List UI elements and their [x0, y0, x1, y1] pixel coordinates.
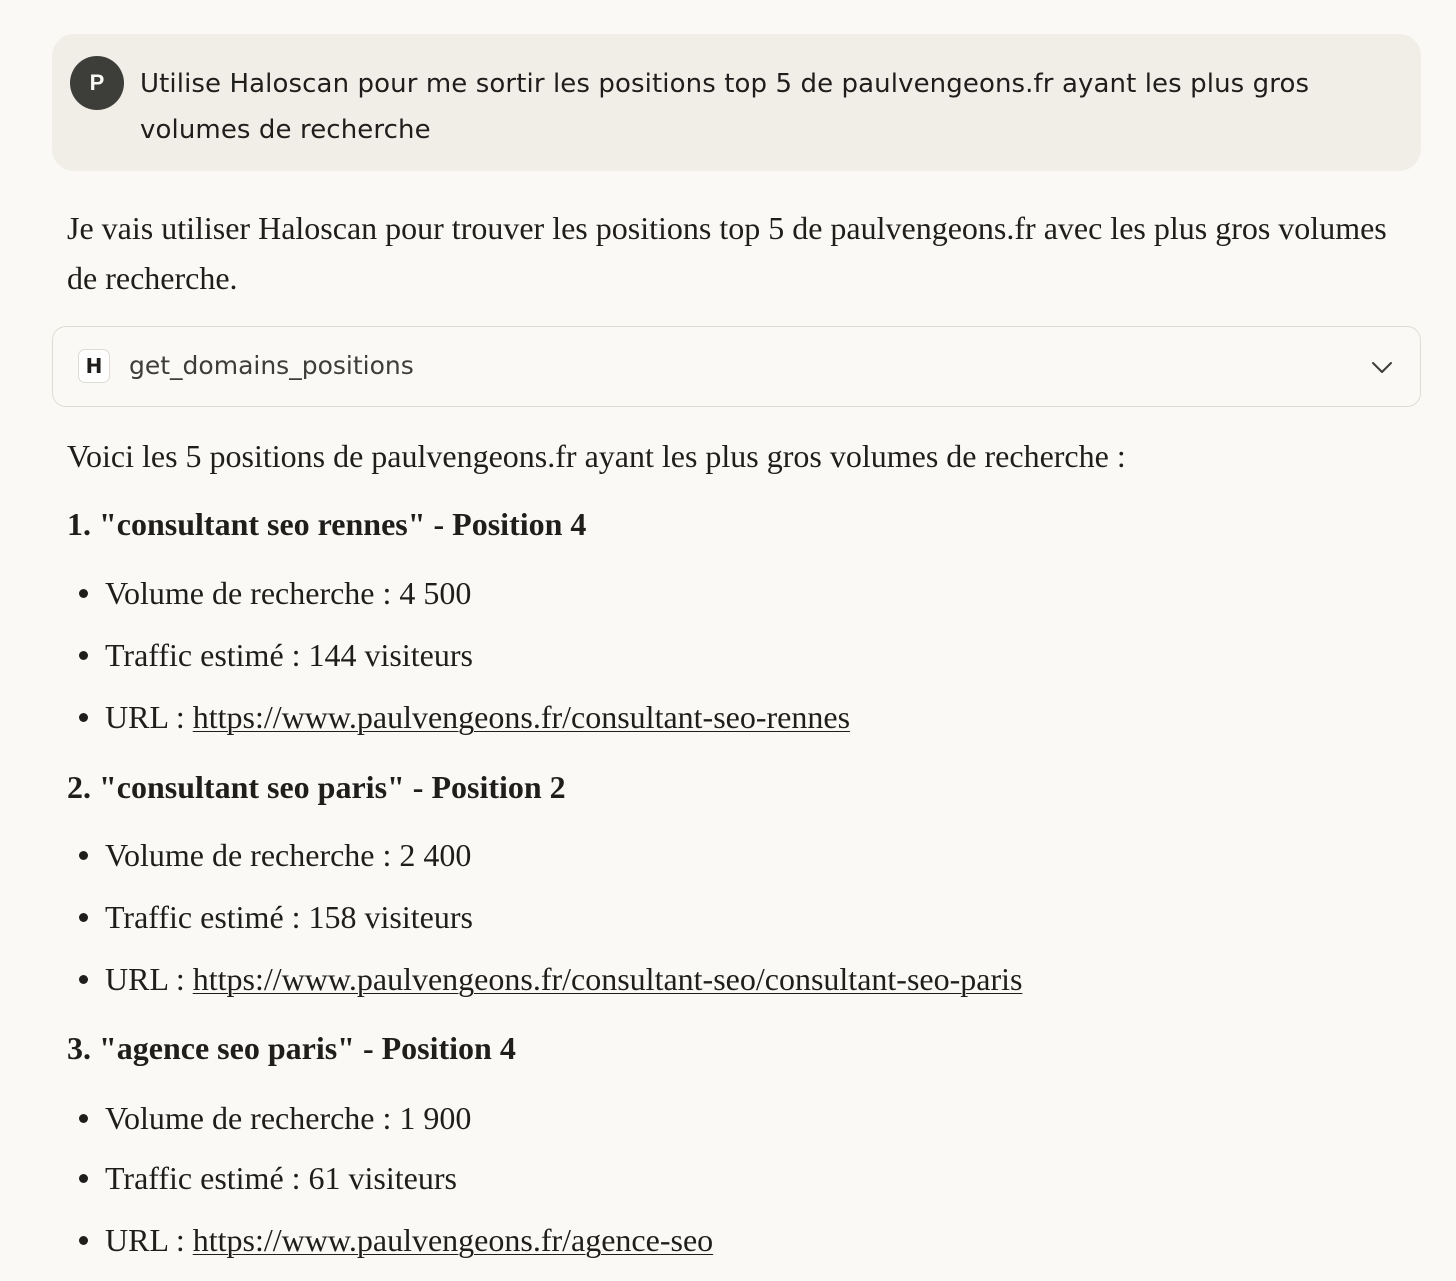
volume-text: Volume de recherche : 4 500 [105, 575, 472, 611]
result-heading: 3. "agence seo paris" - Position 4 [67, 1030, 516, 1066]
assistant-intro-text: Je vais utiliser Haloscan pour trouver les positions top 5 de paulvengeons.fr avec les plus gros volumes de recherche. [67, 210, 1387, 296]
result-heading: 2. "consultant seo paris" - Position 2 [67, 769, 566, 805]
user-message-bubble [52, 34, 1421, 171]
bullet [79, 913, 88, 922]
result-url-link[interactable]: https://www.paulvengeons.fr/consultant-seo-rennes [192, 699, 851, 735]
url-label: URL : [105, 961, 193, 997]
url-line [105, 956, 1022, 1002]
bullet [79, 1236, 88, 1245]
result-url-link[interactable]: https://www.paulvengeons.fr/consultant-seo/consultant-seo-paris [192, 961, 1023, 997]
result-heading: 1. "consultant seo rennes" - Position 4 [67, 506, 587, 542]
bullet [79, 589, 88, 598]
traffic-text: Traffic estimé : 61 visiteurs [105, 1160, 457, 1196]
results-summary-text: Voici les 5 positions de paulvengeons.fr ayant les plus gros volumes de recherche : [67, 438, 1126, 474]
tool-call-panel[interactable] [52, 326, 1421, 407]
bullet [79, 851, 88, 860]
traffic-text: Traffic estimé : 158 visiteurs [105, 899, 473, 935]
url-line [105, 1217, 713, 1263]
user-avatar[interactable]: P [70, 56, 124, 110]
user-message-text: Utilise Haloscan pour me sortir les positions top 5 de paulvengeons.fr ayant les plus gros volumes de recherche [140, 69, 1310, 145]
bullet [79, 713, 88, 722]
bullet [79, 651, 88, 660]
volume-text: Volume de recherche : 1 900 [105, 1100, 472, 1136]
url-label: URL : [105, 699, 193, 735]
bullet [79, 1114, 88, 1123]
url-label: URL : [105, 1222, 193, 1258]
volume-text: Volume de recherche : 2 400 [105, 837, 472, 873]
tool-call-name: get_domains_positions [129, 351, 414, 380]
result-url-link[interactable]: https://www.paulvengeons.fr/agence-seo [192, 1222, 714, 1258]
url-line [105, 694, 850, 740]
bullet [79, 975, 88, 984]
haloscan-tool-icon: H [78, 349, 110, 383]
bullet [79, 1174, 88, 1183]
chevron-down-icon[interactable] [1370, 355, 1394, 379]
traffic-text: Traffic estimé : 144 visiteurs [105, 637, 473, 673]
